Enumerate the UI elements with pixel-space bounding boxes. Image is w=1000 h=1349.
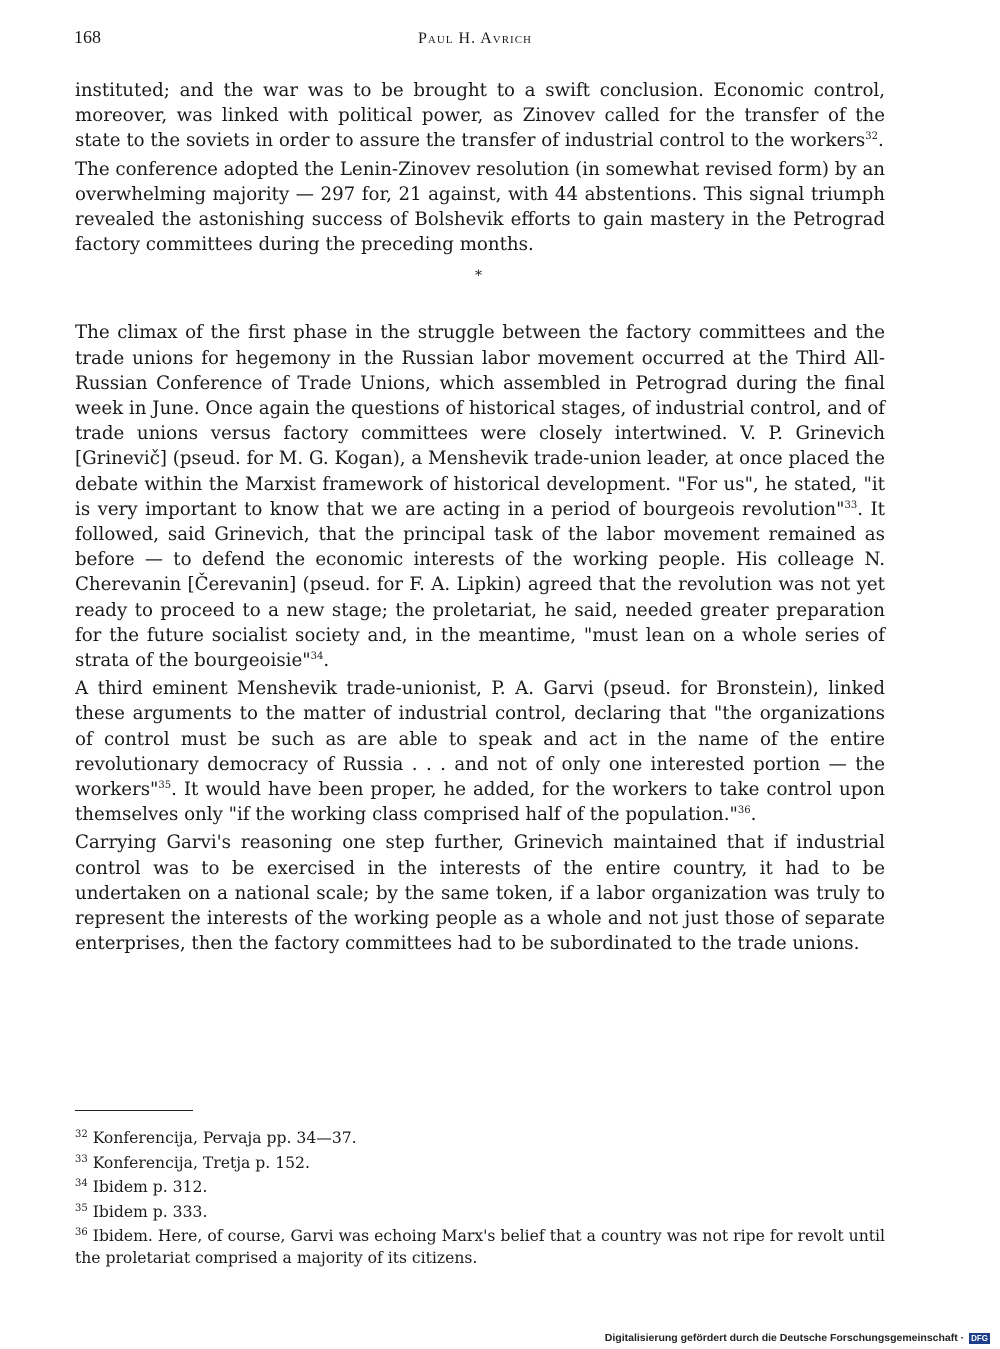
footnote-ref-34: 34 (310, 651, 324, 662)
footnote-33: $^{33}$ Konferencija, Tretja p. 152. (75, 1153, 310, 1172)
footnote-34: $^{34}$ Ibidem p. 312. (75, 1177, 208, 1196)
footnote-ref-36: 36 (737, 805, 751, 817)
paragraph-3: The climax of the first phase in the struggle between the factory committees and the trade unions for hegemony in the Russian labor movement occurred at the Third All-Russian Conference of Trade Unions, which assembled in Petrograd during the final week in June. Once again the questions of historical stages, of industrial control, and of trade unions versus factory committees were closely intertwined. V. P. Grinevich [Grinevič] (pseud. for M. G. Kogan), a Menshevik trade-union leader, at once placed the debate within the Marxist framework of historical development. "For us", he stated, "it is very important to know that we are acting in a period of bourgeois revolution"$^{33}$. It followed, said Grinevich, that the principal task of the labor movement remained as before — to defend the economic interests of the working people. His colleage N. Cherevanin [Čerevanin] (pseud. for F. A. Lipkin) agreed that the revolution was not yet ready to proceed to a new stage; the proletariat, he said, needed greater preparation for the future socialist society and, in the meantime, "must lean on a whole series of strata of the bourgeoisie"$^{34}$. (75, 322, 885, 672)
footnote-rule (75, 1110, 193, 1111)
running-head: Paul H. Avrich (418, 30, 532, 47)
paragraph-1: instituted; and the war was to be brought to a swift conclusion. Economic control, moreover, was linked with political power, as Zinovev called for the transfer of the state to the soviets in order to assure the transfer of industrial control to the workers$^{32}$. (75, 80, 885, 152)
footnote-35: $^{35}$ Ibidem p. 333. (75, 1202, 208, 1221)
paragraph-5: Carrying Garvi's reasoning one step further, Grinevich maintained that if industrial control was to be exercised in the interests of the entire country, it had to be undertaken on a national scale; by the same token, if a labor organization was truly to represent the interests of the working people as a whole and not just those of separate enterprises, then the factory committees had to be subordinated to the trade unions. (75, 832, 885, 955)
digitization-credit: Digitalisierung gefördert durch die Deutsche Forschungsgemeinschaft · DFG (604, 1332, 988, 1344)
dfg-logo: DFG (971, 1333, 988, 1343)
footnote-ref-35: 35 (158, 780, 172, 792)
footnote-32: $^{32}$ Konferencija, Pervaja pp. 34—37. (75, 1128, 357, 1147)
paragraph-4: A third eminent Menshevik trade-unionist, P. A. Garvi (pseud. for Bronstein), linked these arguments to the matter of industrial control, declaring that "the organizations of control must be such as are able to speak and act in the name of the entire revolutionary democracy of Russia . . . and not of only one interested portion — the workers"$^{35}$. It would have been proper, he added, for the workers to take control upon themselves only "if the working class comprised half of the population."$^{36}$. (75, 678, 885, 826)
asterisk-mark: * (475, 268, 482, 285)
footnote-36: $^{36}$ Ibidem. Here, of course, Garvi was echoing Marx's belief that a country was not ripe for revolt until the proletariat comprised a majority of its citizens. (75, 1226, 885, 1267)
footnotes (75, 1128, 885, 1272)
paragraph-2: The conference adopted the Lenin-Zinovev resolution (in somewhat revised form) by an overwhelming majority — 297 for, 21 against, with 44 abstentions. This signal triumph revealed the astonishing success of Bolshevik efforts to gain mastery in the Petrograd factory committees during the preceding months. (75, 158, 885, 256)
body-text (75, 78, 885, 960)
footnote-ref-33: 33 (844, 499, 858, 511)
footnote-ref-32: 32 (865, 131, 878, 143)
section-separator (75, 260, 885, 320)
page-number: 168 (74, 27, 101, 47)
